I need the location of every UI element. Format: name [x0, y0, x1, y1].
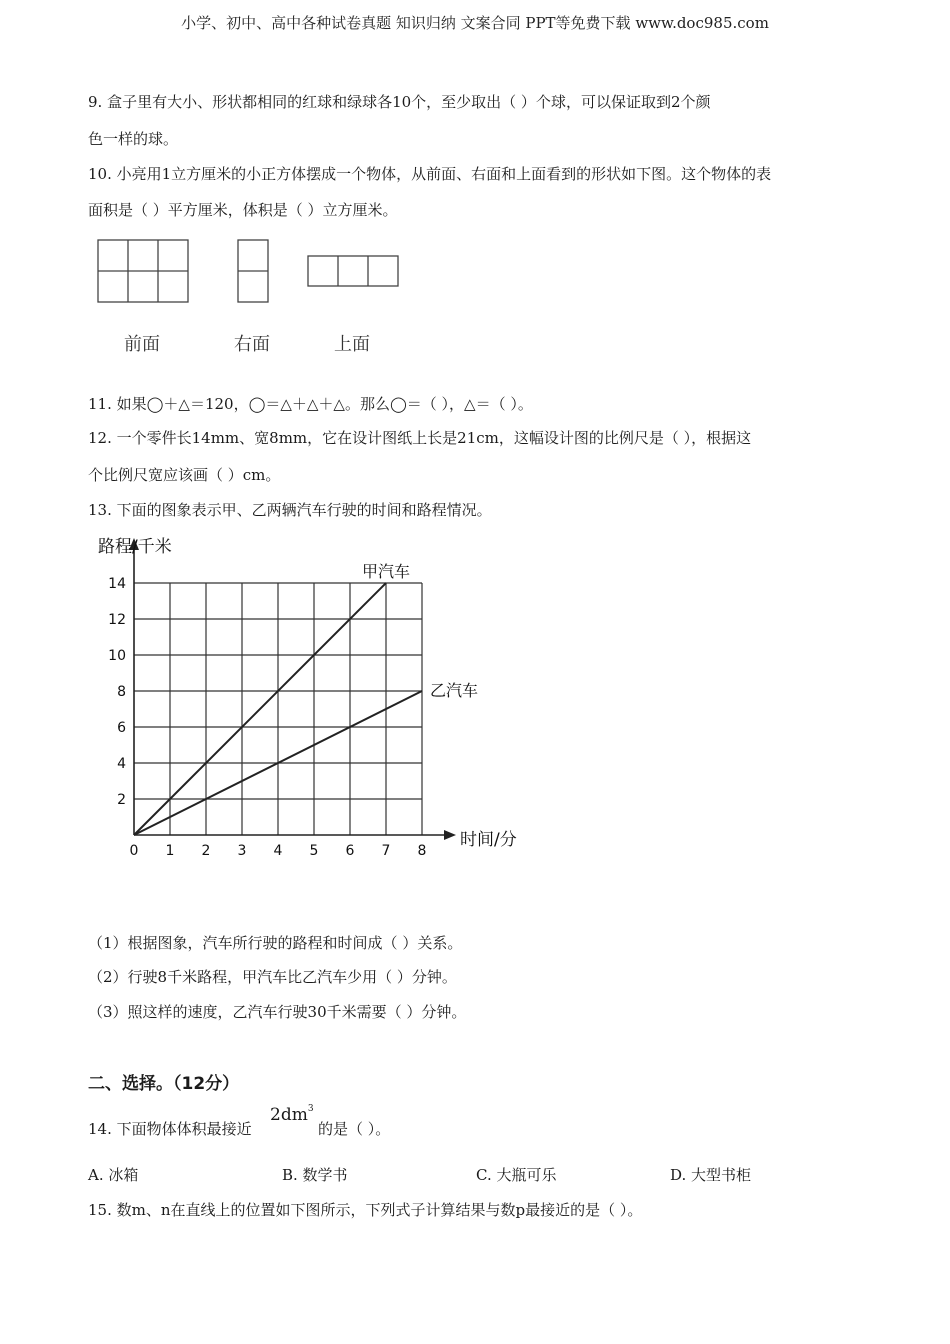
y-tick-label: 12 [108, 612, 126, 628]
x-tick-label: 8 [417, 843, 427, 859]
y-tick-label: 14 [108, 576, 126, 592]
right-view [238, 240, 268, 302]
question-10-line2: 面积是（ ）平方厘米，体积是（ ）立方厘米。 [88, 201, 398, 219]
question-12-line2: 个比例尺宽应该画（ ）cm。 [88, 466, 281, 484]
right-view-label: 右面 [234, 334, 270, 355]
x-tick-label: 2 [201, 843, 211, 859]
x-tick-label: 3 [237, 843, 247, 859]
question-13-sub3: （3）照这样的速度，乙汽车行驶30千米需要（ ）分钟。 [88, 1003, 467, 1021]
y-tick-label: 10 [108, 648, 126, 664]
question-14-option-d[interactable]: D. 大型书柜 [670, 1166, 752, 1184]
x-tick-label: 7 [381, 843, 391, 859]
series-line-jia [134, 583, 386, 835]
page-header: 小学、初中、高中各种试卷真题 知识归纳 文案合同 PPT等免费下载 www.doc985.com [181, 14, 769, 32]
series-label-yi: 乙汽车 [430, 681, 479, 700]
question-13-stem: 13. 下面的图象表示甲、乙两辆汽车行驶的时间和路程情况。 [88, 501, 492, 519]
distance-time-chart [90, 528, 530, 868]
y-axis-label: 路程/千米 [98, 537, 172, 557]
top-view [308, 256, 398, 286]
three-views-figure [90, 234, 410, 309]
x-tick-label: 6 [345, 843, 355, 859]
x-tick-label: 4 [273, 843, 283, 859]
question-9-line1: 9. 盒子里有大小、形状都相同的红球和绿球各10个，至少取出（ ）个球，可以保证取到2个颜 [88, 93, 711, 111]
x-tick-label: 1 [165, 843, 175, 859]
x-axis-label: 时间/分 [460, 830, 517, 850]
question-13-sub1: （1）根据图象，汽车所行驶的路程和时间成（ ）关系。 [88, 934, 463, 952]
question-15: 15. 数m、n在直线上的位置如下图所示，下列式子计算结果与数p最接近的是（ ）。 [88, 1201, 643, 1219]
chart-series [134, 562, 478, 835]
series-label-jia: 甲汽车 [362, 562, 411, 581]
y-tick-label: 6 [117, 720, 126, 736]
y-tick-label: 2 [117, 792, 126, 808]
question-14-unit: $2dm^3$ [270, 1104, 314, 1125]
x-tick-label: 0 [129, 843, 139, 859]
question-12-line1: 12. 一个零件长14mm、宽8mm，它在设计图纸上长是21cm，这幅设计图的比例尺是（ ），根据这 [88, 429, 752, 447]
y-tick-label: 8 [117, 684, 126, 700]
question-11: 11. 如果◯＋△＝120，◯＝△＋△＋△。那么◯＝（ ），△＝（ ）。 [88, 395, 533, 413]
question-14-option-b[interactable]: B. 数学书 [282, 1166, 348, 1184]
y-tick-label: 4 [117, 756, 126, 772]
top-view-label: 上面 [334, 334, 370, 355]
section-2-title: 二、选择。（12分） [88, 1074, 240, 1094]
question-14-stem-before: 14. 下面物体体积最接近 [88, 1120, 252, 1138]
front-view-label: 前面 [124, 334, 160, 355]
x-tick-label: 5 [309, 843, 319, 859]
front-view [98, 240, 188, 302]
x-axis-arrow [444, 830, 456, 840]
question-14-option-a[interactable]: A. 冰箱 [88, 1166, 139, 1184]
question-14-stem-after: 的是（ ）。 [318, 1120, 391, 1138]
question-10-line1: 10. 小亮用1立方厘米的小正方体摆成一个物体，从前面、右面和上面看到的形状如下图。这个物体的表 [88, 165, 772, 183]
chart-grid [134, 583, 422, 835]
question-9-line2: 色一样的球。 [88, 130, 179, 148]
question-13-sub2: （2）行驶8千米路程，甲汽车比乙汽车少用（ ）分钟。 [88, 968, 457, 986]
question-14-option-c[interactable]: C. 大瓶可乐 [476, 1166, 557, 1184]
